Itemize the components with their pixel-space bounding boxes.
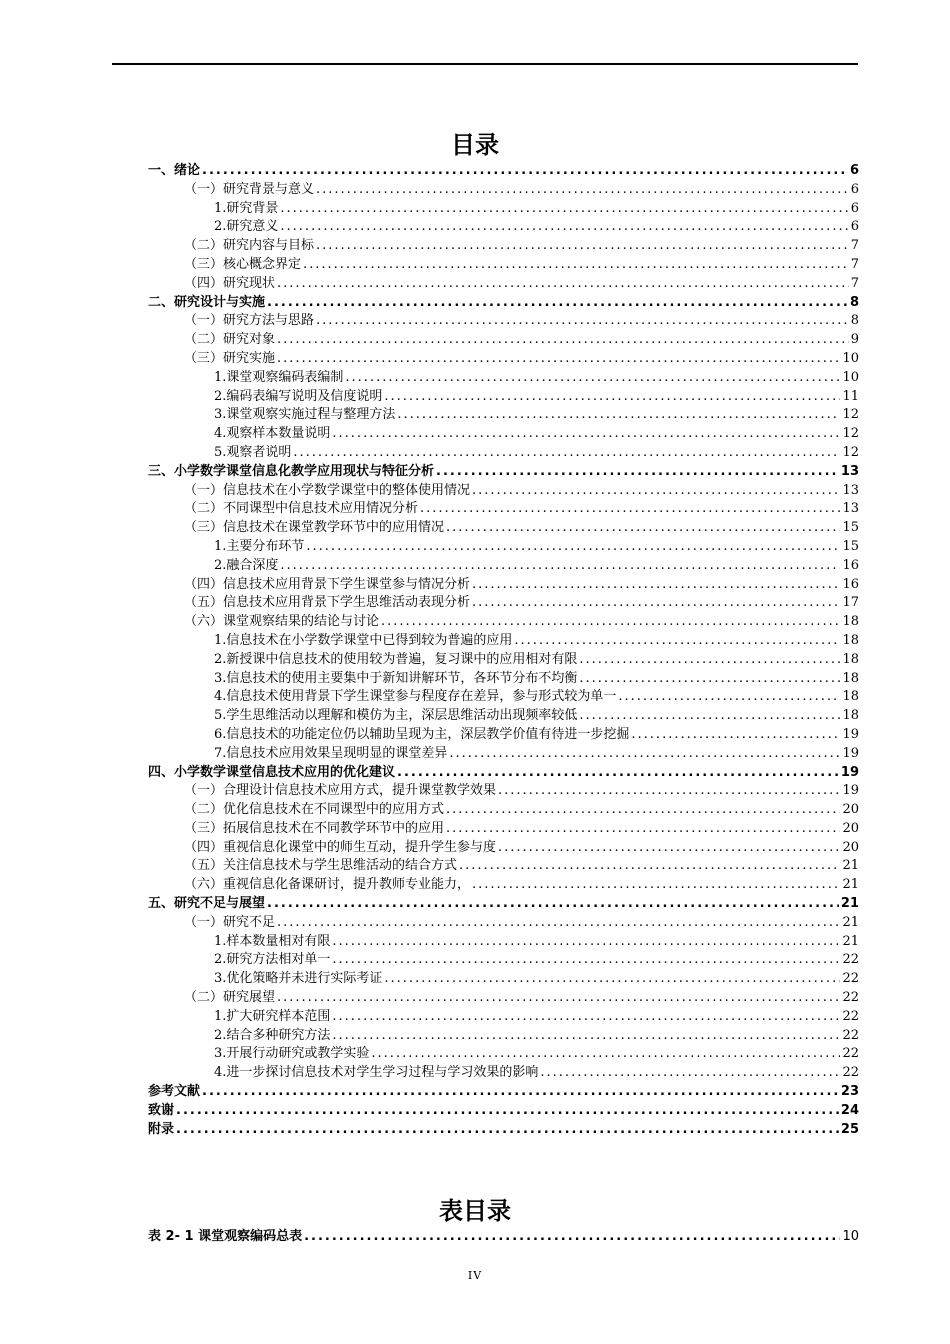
toc-entry-page: 22	[842, 1008, 859, 1024]
toc-entry-title: （三）核心概念界定	[184, 256, 302, 272]
dot-leader	[397, 764, 839, 783]
toc-entry[interactable]	[148, 425, 859, 444]
toc-entry[interactable]	[148, 519, 859, 538]
toc-entry-page: 8	[849, 294, 859, 310]
list-of-tables-title: 表目录	[439, 1197, 511, 1225]
dot-leader	[306, 538, 840, 557]
toc-entry-title: （六）课堂观察结果的结论与讨论	[184, 614, 380, 630]
toc-entry[interactable]	[148, 895, 859, 914]
dot-leader	[579, 707, 840, 726]
toc-entry-page: 21	[840, 896, 859, 912]
toc-entry[interactable]	[148, 557, 859, 576]
dot-leader	[267, 895, 839, 914]
toc-entry-title: 2.研究意义	[214, 219, 279, 235]
toc-entry-title: 3.课堂观察实施过程与整理方法	[214, 407, 396, 423]
toc-entry[interactable]	[148, 463, 859, 482]
dot-leader	[384, 388, 840, 407]
toc-entry-page: 21	[842, 933, 859, 949]
dot-leader	[267, 294, 848, 313]
dot-leader	[202, 162, 848, 181]
toc-entry[interactable]	[148, 1045, 859, 1064]
toc-entry-page: 19	[842, 726, 859, 742]
toc-entry[interactable]	[148, 613, 859, 632]
toc-entry-title: 2.新授课中信息技术的使用较为普遍，复习课中的应用相对有限	[214, 651, 578, 667]
dot-leader	[381, 613, 840, 632]
toc-entry[interactable]	[148, 1027, 859, 1046]
toc-entry-page: 10	[842, 369, 859, 385]
toc-entry-page: 13	[840, 463, 859, 479]
toc-entry-title: （二）研究内容与目标	[184, 238, 315, 254]
toc-entry[interactable]	[148, 989, 859, 1008]
toc-entry[interactable]	[148, 444, 859, 463]
toc-entry[interactable]	[148, 369, 859, 388]
toc-entry-page: 22	[842, 1065, 859, 1081]
toc-entry-title: （一）信息技术在小学数学课堂中的整体使用情况	[184, 482, 471, 498]
toc-entry-title: 4.观察样本数量说明	[214, 426, 331, 442]
toc-entry[interactable]	[148, 1083, 859, 1102]
toc-entry-title: 二、研究设计与实施	[148, 294, 266, 310]
dot-leader	[449, 745, 840, 764]
toc-entry-page: 7	[850, 238, 859, 254]
header-rule	[112, 63, 858, 65]
toc-entry-page: 20	[842, 820, 859, 836]
toc-entry-page: 18	[842, 708, 859, 724]
dot-leader	[618, 688, 840, 707]
toc-entry[interactable]	[148, 350, 859, 369]
toc-entry-page: 19	[840, 764, 859, 780]
toc-entry-page: 6	[850, 200, 859, 216]
dot-leader	[579, 670, 840, 689]
toc-entry[interactable]	[148, 651, 859, 670]
toc-entry-page: 16	[842, 557, 859, 573]
dot-leader	[472, 576, 840, 595]
page-number: IV	[467, 1269, 483, 1282]
toc-entry-title: 5.观察者说明	[214, 444, 292, 460]
toc-entry-page: 25	[840, 1121, 859, 1137]
toc-entry[interactable]	[148, 388, 859, 407]
toc-entry[interactable]	[148, 876, 859, 895]
toc-entry[interactable]	[148, 1102, 859, 1121]
toc-entry[interactable]	[148, 857, 859, 876]
dot-leader	[384, 970, 840, 989]
dot-leader	[472, 482, 840, 501]
toc-entry-page: 18	[842, 689, 859, 705]
toc-entry-page: 23	[840, 1084, 859, 1100]
toc-entry-title: 2.结合多种研究方法	[214, 1027, 331, 1043]
toc-entry-page: 7	[850, 275, 859, 291]
toc-entry-title: （一）研究方法与思路	[184, 313, 315, 329]
toc-entry-page: 15	[842, 538, 859, 554]
toc-entry-page: 17	[842, 595, 859, 611]
toc-entry-page: 6	[849, 163, 859, 178]
toc-entry-page: 6	[850, 219, 859, 235]
dot-leader	[371, 1045, 840, 1064]
toc-entry[interactable]	[148, 951, 859, 970]
toc-entry-page: 18	[842, 670, 859, 686]
dot-leader	[459, 857, 840, 876]
dot-leader	[514, 632, 840, 651]
toc-entry-page: 20	[842, 839, 859, 855]
toc-entry[interactable]	[148, 745, 859, 764]
dot-leader	[345, 369, 840, 388]
dot-leader	[277, 331, 849, 350]
toc-entry-page: 22	[842, 971, 859, 987]
dot-leader	[446, 519, 840, 538]
toc-entry-title: 四、小学数学课堂信息技术应用的优化建议	[148, 764, 396, 780]
dot-leader	[332, 1008, 840, 1027]
toc-entry-page: 13	[842, 501, 859, 517]
dot-leader	[332, 425, 840, 444]
toc-entry-title: （六）重视信息化备课研讨，提升教师专业能力，	[184, 877, 471, 893]
toc-entry[interactable]	[148, 1008, 859, 1027]
toc-entry[interactable]	[148, 1228, 859, 1247]
dot-leader	[176, 1102, 839, 1121]
toc-entry-page: 18	[842, 651, 859, 667]
toc-entry-title: （一）研究背景与意义	[184, 181, 315, 197]
toc-entry-page: 24	[840, 1102, 859, 1118]
toc-entry[interactable]	[148, 1064, 859, 1083]
toc-entry-title: （二）研究展望	[184, 990, 276, 1006]
toc-entry-title: 附录	[148, 1121, 175, 1137]
toc-entry-title: （四）信息技术应用背景下学生课堂参与情况分析	[184, 576, 471, 592]
toc-entry-title: （二）优化信息技术在不同课型中的应用方式	[184, 802, 445, 818]
toc-entry[interactable]	[148, 933, 859, 952]
toc-entry-page: 12	[842, 407, 859, 423]
list-of-tables	[148, 1228, 859, 1247]
toc-entry[interactable]	[148, 820, 859, 839]
dot-leader	[280, 557, 840, 576]
toc-entry-page: 22	[842, 952, 859, 968]
toc-entry-page: 10	[842, 1229, 859, 1244]
toc-entry-title: 1.研究背景	[214, 200, 279, 216]
toc-entry-title: （五）信息技术应用背景下学生思维活动表现分析	[184, 595, 471, 611]
toc-entry-title: （二）研究对象	[184, 332, 276, 348]
toc-entry-title: 4.进一步探讨信息技术对学生学习过程与学习效果的影响	[214, 1065, 539, 1081]
toc-entry[interactable]	[148, 482, 859, 501]
toc-entry-page: 19	[842, 745, 859, 761]
toc-entry[interactable]	[148, 538, 859, 557]
toc-entry[interactable]	[148, 500, 859, 519]
toc-entry-page: 12	[842, 426, 859, 442]
toc-entry-title: （五）关注信息技术与学生思维活动的结合方式	[184, 858, 458, 874]
toc-entry-page: 13	[842, 482, 859, 498]
dot-leader	[332, 951, 840, 970]
toc-entry-title: 1.样本数量相对有限	[214, 933, 331, 949]
dot-leader	[277, 989, 840, 1008]
toc-entry-title: 6.信息技术的功能定位仍以辅助呈现为主，深层教学价值有待进一步挖掘	[214, 726, 630, 742]
toc-entry-title: 7.信息技术应用效果呈现明显的课堂差异	[214, 745, 448, 761]
toc-entry-page: 19	[842, 783, 859, 799]
toc-entry[interactable]	[148, 801, 859, 820]
toc-entry[interactable]	[148, 782, 859, 801]
dot-leader	[202, 1083, 839, 1102]
toc-entry[interactable]	[148, 1121, 859, 1140]
toc-entry[interactable]	[148, 331, 859, 350]
toc-entry[interactable]	[148, 312, 859, 331]
toc-entry-title: （一）研究不足	[184, 914, 276, 930]
toc-entry-title: 2.融合深度	[214, 557, 279, 573]
dot-leader	[293, 444, 840, 463]
toc-entry-page: 21	[842, 858, 859, 874]
toc-entry-page: 22	[842, 1027, 859, 1043]
dot-leader	[540, 1064, 840, 1083]
toc-entry-page: 11	[842, 388, 859, 404]
dot-leader	[579, 651, 840, 670]
dot-leader	[277, 914, 840, 933]
dot-leader	[446, 801, 840, 820]
toc-entry[interactable]	[148, 764, 859, 783]
toc-entry-title: 三、小学数学课堂信息化教学应用现状与特征分析	[148, 463, 435, 479]
dot-leader	[332, 1027, 840, 1046]
toc-entry[interactable]	[148, 707, 859, 726]
toc-entry-title: 1.主要分布环节	[214, 538, 305, 554]
toc-entry-page: 8	[850, 313, 859, 329]
toc-entry-title: 参考文献	[148, 1084, 201, 1100]
toc-entry-title: 表 2- 1 课堂观察编码总表	[148, 1229, 303, 1244]
dot-leader	[436, 463, 839, 482]
dot-leader	[498, 839, 840, 858]
toc-entry-page: 21	[842, 877, 859, 893]
toc-entry[interactable]	[148, 914, 859, 933]
dot-leader	[303, 256, 849, 275]
toc-entry[interactable]	[148, 181, 859, 200]
toc-entry-page: 18	[842, 614, 859, 630]
toc-entry[interactable]	[148, 576, 859, 595]
dot-leader	[280, 218, 848, 237]
toc-entry-title: 五、研究不足与展望	[148, 896, 266, 912]
toc-entry-page: 9	[850, 332, 859, 348]
toc-entry-page: 6	[850, 181, 859, 197]
toc-entry-page: 12	[842, 444, 859, 460]
dot-leader	[332, 933, 840, 952]
dot-leader	[280, 200, 848, 219]
dot-leader	[397, 406, 840, 425]
toc-entry-title: （三）拓展信息技术在不同教学环节中的应用	[184, 820, 445, 836]
toc-entry-page: 10	[842, 350, 859, 366]
toc-entry-title: （四）重视信息化课堂中的师生互动，提升学生参与度	[184, 839, 497, 855]
toc-entry-page: 7	[850, 256, 859, 272]
toc-entry[interactable]	[148, 726, 859, 745]
toc-entry-page: 15	[842, 520, 859, 536]
toc-entry-title: （三）研究实施	[184, 350, 276, 366]
toc-entry[interactable]	[148, 275, 859, 294]
toc-entry-title: 2.编码表编写说明及信度说明	[214, 388, 383, 404]
toc-entry[interactable]	[148, 237, 859, 256]
dot-leader	[277, 275, 849, 294]
toc-entry-page: 18	[842, 632, 859, 648]
dot-leader	[277, 350, 840, 369]
dot-leader	[446, 820, 840, 839]
dot-leader	[316, 312, 849, 331]
table-of-contents	[148, 162, 859, 1139]
toc-entry-page: 21	[842, 914, 859, 930]
dot-leader	[472, 876, 840, 895]
toc-entry-title: 3.优化策略并未进行实际考证	[214, 971, 383, 987]
toc-entry-page: 16	[842, 576, 859, 592]
dot-leader	[316, 181, 849, 200]
toc-entry[interactable]	[148, 594, 859, 613]
toc-entry-page: 20	[842, 802, 859, 818]
dot-leader	[472, 594, 840, 613]
dot-leader	[316, 237, 849, 256]
dot-leader	[420, 500, 840, 519]
toc-entry-title: 2.研究方法相对单一	[214, 952, 331, 968]
toc-entry[interactable]	[148, 162, 859, 181]
toc-entry-title: （四）研究现状	[184, 275, 276, 291]
toc-entry[interactable]	[148, 294, 859, 313]
toc-list	[148, 162, 859, 1139]
toc-entry[interactable]	[148, 670, 859, 689]
toc-entry-title: 3.信息技术的使用主要集中于新知讲解环节，各环节分布不均衡	[214, 670, 578, 686]
toc-entry[interactable]	[148, 632, 859, 651]
toc-entry-title: 一、绪论	[148, 163, 201, 178]
toc-entry-title: （三）信息技术在课堂教学环节中的应用情况	[184, 520, 445, 536]
toc-entry[interactable]	[148, 970, 859, 989]
toc-entry-title: 1.课堂观察编码表编制	[214, 369, 344, 385]
dot-leader	[631, 726, 840, 745]
toc-entry-title: 1.信息技术在小学数学课堂中已得到较为普遍的应用	[214, 632, 513, 648]
toc-entry-title: 4.信息技术使用背景下学生课堂参与程度存在差异，参与形式较为单一	[214, 689, 617, 705]
toc-entry-title: （二）不同课型中信息技术应用情况分析	[184, 501, 419, 517]
toc-entry-title: 致谢	[148, 1102, 175, 1118]
tables-list	[148, 1228, 859, 1247]
toc-entry[interactable]	[148, 406, 859, 425]
toc-entry-title: 1.扩大研究样本范围	[214, 1008, 331, 1024]
dot-leader	[498, 782, 840, 801]
toc-entry[interactable]	[148, 256, 859, 275]
toc-entry-page: 22	[842, 990, 859, 1006]
toc-entry-title: 3.开展行动研究或教学实验	[214, 1046, 370, 1062]
toc-entry[interactable]	[148, 839, 859, 858]
dot-leader	[304, 1228, 840, 1247]
toc-entry-title: 5.学生思维活动以理解和模仿为主，深层思维活动出现频率较低	[214, 708, 578, 724]
dot-leader	[176, 1121, 839, 1140]
toc-entry[interactable]	[148, 218, 859, 237]
toc-entry-title: （一）合理设计信息技术应用方式，提升课堂教学效果	[184, 783, 497, 799]
toc-entry-page: 22	[842, 1046, 859, 1062]
toc-title: 目录	[451, 131, 499, 159]
toc-entry[interactable]	[148, 688, 859, 707]
toc-entry[interactable]	[148, 200, 859, 219]
